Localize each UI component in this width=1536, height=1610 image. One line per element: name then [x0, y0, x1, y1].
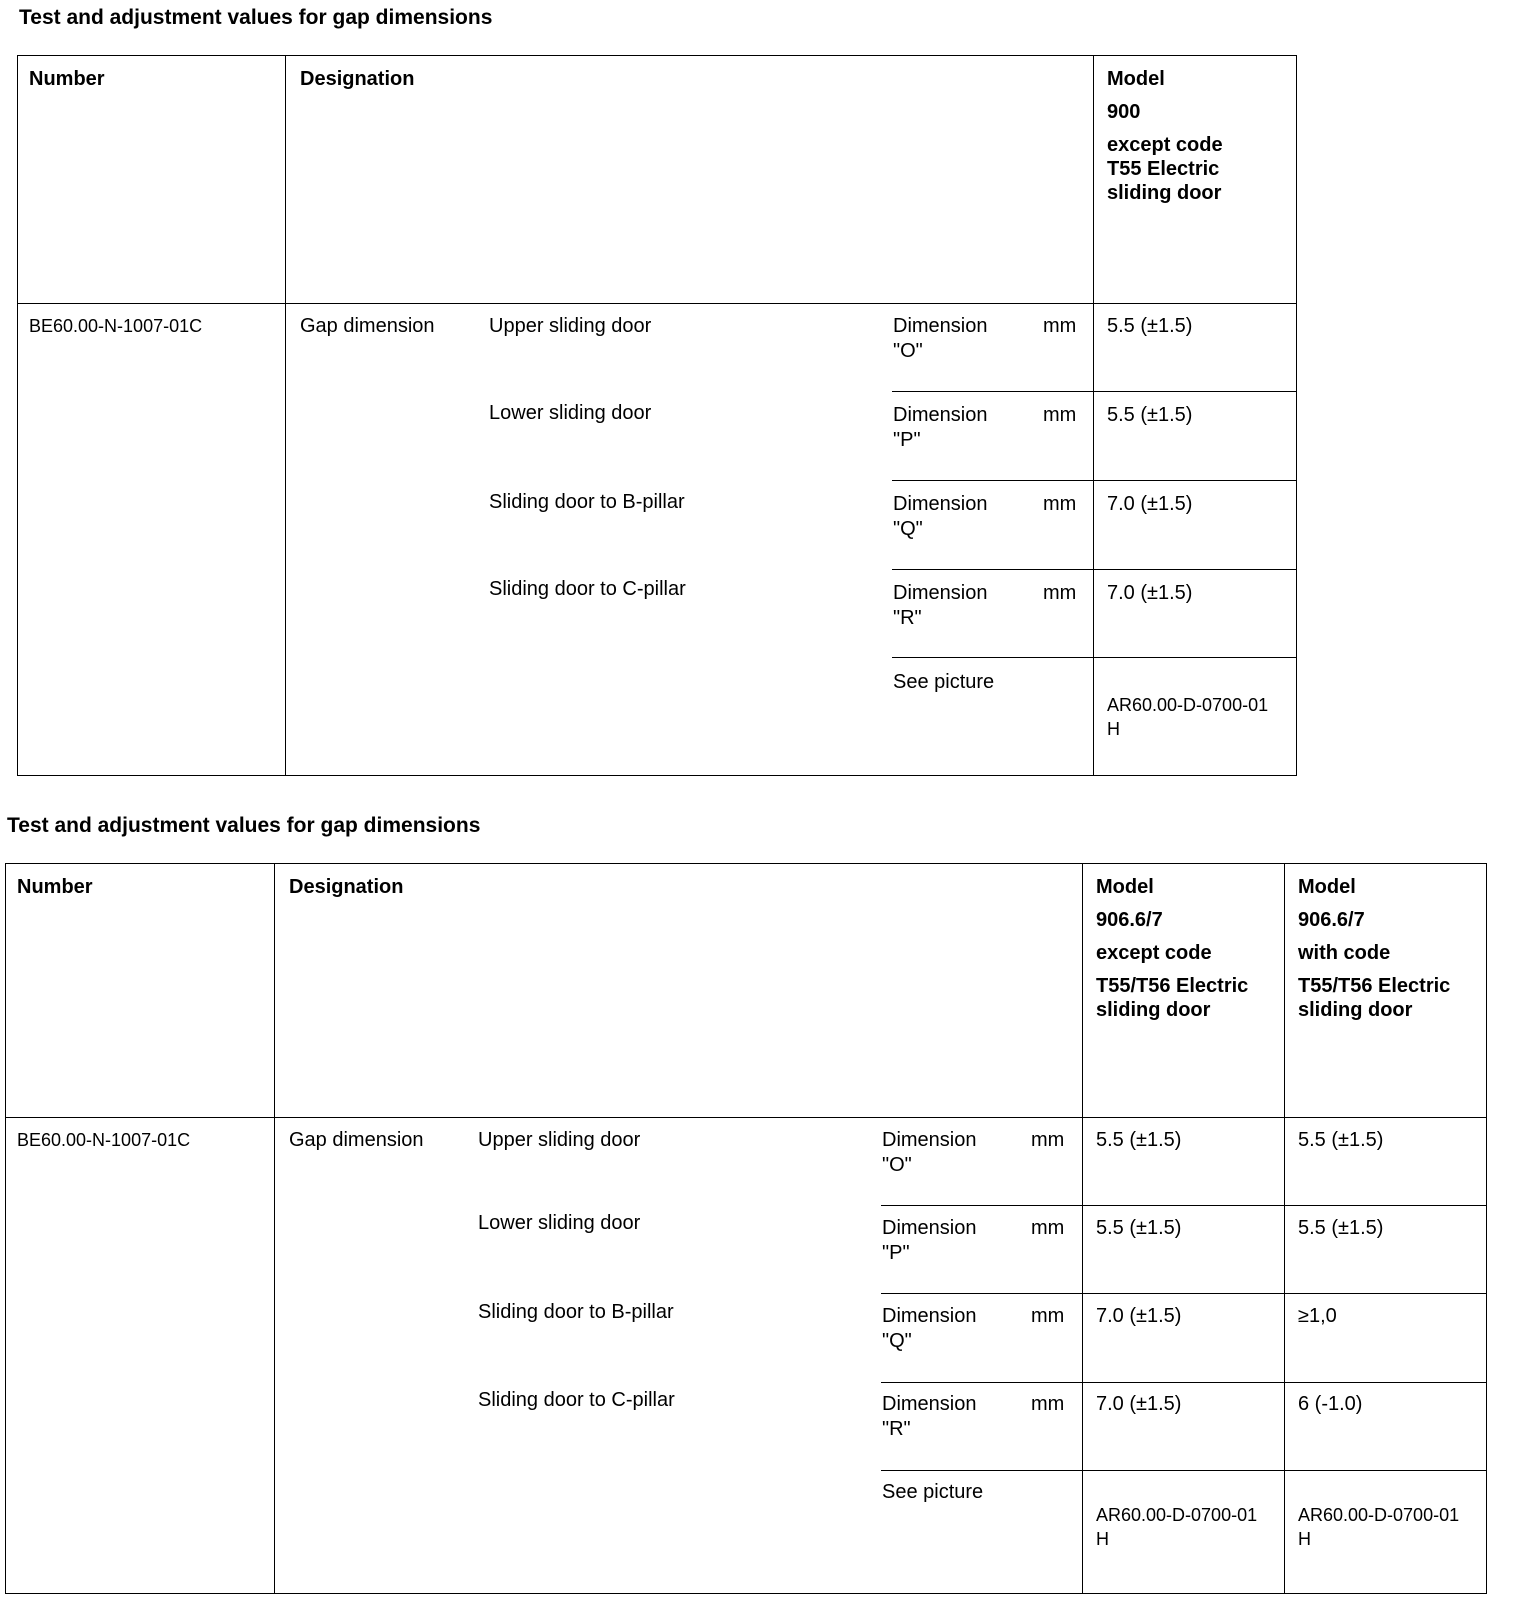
row-value: ≥1,0: [1298, 1305, 1337, 1327]
header-model-number: 900: [1107, 101, 1141, 123]
row-value: 7.0 (±1.5): [1107, 582, 1193, 604]
row-dim-label: Dimension: [882, 1217, 977, 1239]
row-dim-label: Dimension: [893, 582, 988, 604]
row-dim-label: Dimension: [893, 404, 988, 426]
row-dim-code: "P": [893, 429, 921, 451]
row-item: Sliding door to B-pillar: [489, 491, 685, 513]
row-number: BE60.00-N-1007-01C: [17, 1130, 191, 1150]
header-designation: Designation: [289, 876, 404, 898]
picture-ref-suffix: H: [1298, 1529, 1311, 1549]
row-dim-code: "R": [893, 607, 922, 629]
row-value: 5.5 (±1.5): [1298, 1129, 1384, 1151]
row-unit: mm: [1031, 1305, 1065, 1327]
row-divider: [892, 480, 1296, 481]
header-model-code: except code: [1107, 134, 1223, 156]
row-value: 5.5 (±1.5): [1298, 1217, 1384, 1239]
row-value: 5.5 (±1.5): [1096, 1217, 1182, 1239]
column-divider: [274, 864, 275, 1593]
row-item: Upper sliding door: [478, 1129, 641, 1151]
row-unit: mm: [1043, 315, 1077, 337]
column-divider: [1082, 864, 1083, 1593]
column-divider: [1284, 864, 1285, 1593]
row-item: Lower sliding door: [489, 402, 652, 424]
row-group: Gap dimension: [300, 315, 435, 337]
row-divider: [892, 391, 1296, 392]
row-value: 5.5 (±1.5): [1107, 315, 1193, 337]
row-divider: [881, 1205, 1486, 1206]
row-divider: [881, 1470, 1486, 1471]
row-divider: [881, 1382, 1486, 1383]
header-number: Number: [29, 68, 105, 90]
picture-ref: AR60.00-D-0700-01: [1298, 1505, 1460, 1525]
row-dim-label: Dimension: [893, 315, 988, 337]
row-unit: mm: [1043, 404, 1077, 426]
table-2: [5, 863, 1487, 1594]
row-value: 7.0 (±1.5): [1096, 1305, 1182, 1327]
row-value: 7.0 (±1.5): [1096, 1393, 1182, 1415]
row-value: 5.5 (±1.5): [1107, 404, 1193, 426]
row-unit: mm: [1031, 1129, 1065, 1151]
row-dim-code: "R": [882, 1418, 911, 1440]
table-1: [17, 55, 1297, 776]
column-divider: [1093, 56, 1094, 775]
row-divider: [892, 657, 1296, 658]
row-unit: mm: [1031, 1393, 1065, 1415]
row-value: 7.0 (±1.5): [1107, 493, 1193, 515]
row-item: Sliding door to C-pillar: [478, 1389, 675, 1411]
see-picture-label: See picture: [893, 671, 995, 693]
row-group: Gap dimension: [289, 1129, 424, 1151]
header-number: Number: [17, 876, 93, 898]
header-model-number: 906.6/7: [1298, 909, 1365, 931]
row-number: BE60.00-N-1007-01C: [29, 316, 203, 336]
row-divider: [892, 569, 1296, 570]
row-dim-code: "Q": [893, 518, 923, 540]
row-item: Sliding door to B-pillar: [478, 1301, 674, 1323]
row-dim-code: "P": [882, 1242, 910, 1264]
picture-ref-suffix: H: [1107, 719, 1120, 739]
header-model-label: Model: [1298, 876, 1356, 898]
picture-ref: AR60.00-D-0700-01: [1096, 1505, 1258, 1525]
picture-ref-suffix: H: [1096, 1529, 1109, 1549]
see-picture-label: See picture: [882, 1481, 984, 1503]
column-divider: [285, 56, 286, 775]
header-model-code: except code: [1096, 942, 1212, 964]
row-dim-code: "O": [893, 340, 923, 362]
header-model-number: 906.6/7: [1096, 909, 1163, 931]
row-unit: mm: [1043, 493, 1077, 515]
header-model-code: with code: [1298, 942, 1391, 964]
row-dim-code: "O": [882, 1154, 912, 1176]
table-1-title: Test and adjustment values for gap dimensions: [19, 6, 493, 29]
row-dim-label: Dimension: [893, 493, 988, 515]
row-value: 6 (-1.0): [1298, 1393, 1363, 1415]
header-model-desc: T55 Electric sliding door: [1107, 158, 1222, 204]
row-dim-label: Dimension: [882, 1305, 977, 1327]
header-divider: [18, 303, 1296, 304]
header-designation: Designation: [300, 68, 415, 90]
header-model-label: Model: [1096, 876, 1154, 898]
row-divider: [881, 1293, 1486, 1294]
row-unit: mm: [1043, 582, 1077, 604]
picture-ref: AR60.00-D-0700-01: [1107, 695, 1269, 715]
row-dim-label: Dimension: [882, 1393, 977, 1415]
row-value: 5.5 (±1.5): [1096, 1129, 1182, 1151]
row-item: Sliding door to C-pillar: [489, 578, 686, 600]
header-model-label: Model: [1107, 68, 1165, 90]
header-model-desc: T55/T56 Electric sliding door: [1298, 975, 1451, 1021]
row-item: Lower sliding door: [478, 1212, 641, 1234]
table-2-title: Test and adjustment values for gap dimensions: [7, 814, 481, 837]
row-dim-code: "Q": [882, 1330, 912, 1352]
row-unit: mm: [1031, 1217, 1065, 1239]
header-divider: [6, 1117, 1486, 1118]
row-item: Upper sliding door: [489, 315, 652, 337]
row-dim-label: Dimension: [882, 1129, 977, 1151]
header-model-desc: T55/T56 Electric sliding door: [1096, 975, 1249, 1021]
